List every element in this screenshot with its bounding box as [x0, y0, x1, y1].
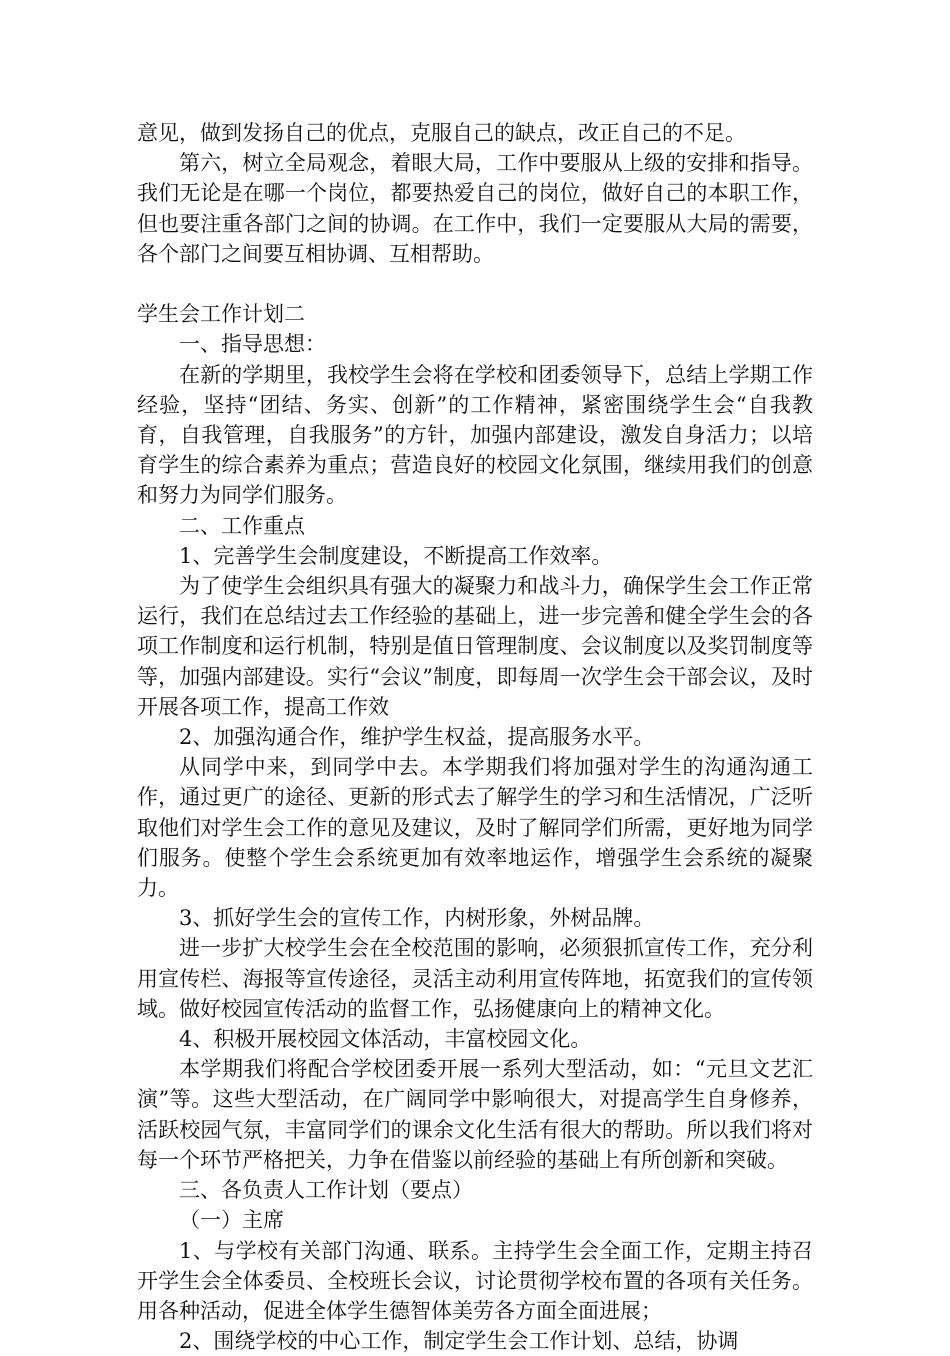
- heading-guiding-thought: 一、指导思想：: [179, 332, 326, 357]
- document-body: [137, 118, 813, 1356]
- paragraph-guiding-thought: 在新的学期里，我校学生会将在学校和团委领导下，总结上学期工作经验，坚持“团结、务实、创新”的工作精神，紧密围绕学生会“自我教育，自我管理，自我服务”的方针，加强内部建设，激发自身活力；以培育学生的综合素养为重点；营造良好的校园文化氛围，继续用我们的创意和努力为同学们服务。: [137, 362, 813, 508]
- paragraph-gap: [137, 269, 813, 299]
- paragraph-opinion-continuation: 意见，做到发扬自己的优点，克服自己的缺点，改正自己的不足。: [137, 121, 746, 145]
- item-4-title: 4、积极开展校园文体活动，丰富校园文化。: [179, 1027, 592, 1052]
- paragraph-point-six: 第六，树立全局观念，着眼大局，工作中要服从上级的安排和指导。我们无论是在哪一个岗位，都要热爱自己的岗位，做好自己的本职工作，但也要注重各部门之间的协调。在工作中，我们一定要服从大局的需要，各个部门之间要互相协调、互相帮助。: [137, 151, 813, 266]
- item-1-title: 1、完善学生会制度建设，不断提高工作效率。: [179, 543, 613, 568]
- item-2-title: 2、加强沟通合作，维护学生权益，提高服务水平。: [179, 725, 655, 750]
- item-2-body: 从同学中来，到同学中去。本学期我们将加强对学生的沟通沟通工作，通过更广的途径、更新的形式去了解学生的学习和生活情况，广泛听取他们对学生会工作的意见及建议，及时了解同学们所需，更好地为同学们服务。使整个学生会系统更加有效率地运作，增强学生会系统的凝聚力。: [137, 755, 813, 901]
- item-4-body: 本学期我们将配合学校团委开展一系列大型活动，如：“元旦文艺汇演”等。这些大型活动，在广阔同学中影响很大，对提高学生自身修养，活跃校园气氛，丰富同学们的课余文化生活有很大的帮助。所以我们将对每一个环节严格把关，力争在借鉴以前经验的基础上有所创新和突破。: [137, 1057, 813, 1172]
- heading-work-focus: 二、工作重点: [179, 513, 305, 538]
- section-title: 学生会工作计划二: [137, 302, 305, 327]
- chairman-item-1: 1、与学校有关部门沟通、联系。主持学生会全面工作，定期主持召开学生会全体委员、全校班长会议，讨论贯彻学校布置的各项有关任务。用各种活动，促进全体学生德智体美劳各方面全面进展；: [137, 1238, 813, 1323]
- item-3-title: 3、抓好学生会的宣传工作，内树形象，外树品牌。: [179, 906, 655, 931]
- subheading-chairman: （一）主席: [179, 1208, 284, 1233]
- item-1-body: 为了使学生会组织具有强大的凝聚力和战斗力，确保学生会工作正常运行，我们在总结过去工作经验的基础上，进一步完善和健全学生会的各项工作制度和运行机制，特别是值日管理制度、会议制度以及奖罚制度等等，加强内部建设。实行“会议”制度，即每周一次学生会干部会议，及时开展各项工作，提高工作效: [137, 574, 813, 719]
- item-3-body: 进一步扩大校学生会在全校范围的影响，必须狠抓宣传工作，充分利用宣传栏、海报等宣传途径，灵活主动利用宣传阵地，拓宽我们的宣传领域。做好校园宣传活动的监督工作，弘扬健康向上的精神文化。: [137, 936, 813, 1021]
- heading-responsibilities: 三、各负责人工作计划（要点）: [179, 1178, 473, 1203]
- chairman-item-2: 2、围绕学校的中心工作，制定学生会工作计划、总结，协调: [179, 1329, 739, 1354]
